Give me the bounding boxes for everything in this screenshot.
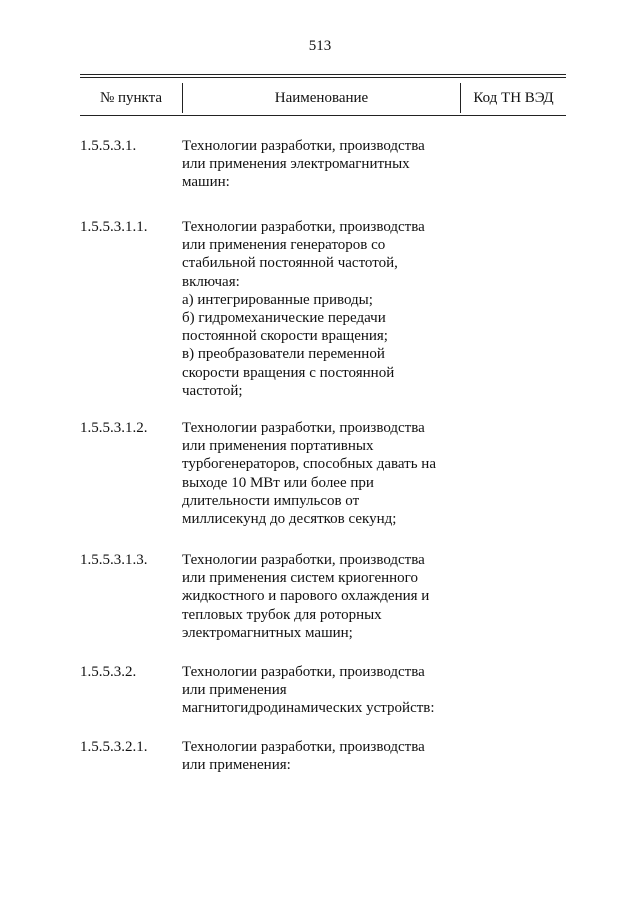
header-code: Код ТН ВЭД <box>473 90 554 106</box>
row-number: 1.5.5.3.1.1. <box>80 219 148 235</box>
table-top-rule-2 <box>80 77 566 78</box>
row-name: Технологии разработки, производства или применения электромагнитных машин: <box>182 138 425 191</box>
header-number: № пункта <box>99 90 163 106</box>
table-row <box>80 419 566 551</box>
table-top-rule-1 <box>80 74 566 75</box>
header-name: Наименование <box>274 90 369 106</box>
row-name: Технологии разработки, производства или применения генераторов со стабильной постоянной частотой, включая: а) интегрированные приводы; б) гидромеханические передачи постоянной скорости вращения; в) преобразователи переменной скорости вращения с постоянной частотой; <box>182 219 425 399</box>
table-body <box>80 137 566 778</box>
row-number: 1.5.5.3.1. <box>80 138 137 154</box>
row-name: Технологии разработки, производства или применения систем криогенного жидкостного и парового охлаждения и тепловых трубок для роторных электромагнитных машин; <box>182 552 430 641</box>
row-name: Технологии разработки, производства или применения: <box>182 739 425 774</box>
table-header-bottom-rule <box>80 115 566 116</box>
table-row <box>80 137 566 218</box>
row-name: Технологии разработки, производства или применения портативных турбогенераторов, способных давать на выходе 10 МВт или более при длительности импульсов от миллисекунд до десятков секунд; <box>182 420 436 528</box>
table-row <box>80 663 566 738</box>
table-row <box>80 551 566 663</box>
table-row <box>80 218 566 419</box>
table-header <box>80 83 566 113</box>
row-number: 1.5.5.3.1.3. <box>80 552 148 568</box>
row-number: 1.5.5.3.2.1. <box>80 739 148 755</box>
row-name: Технологии разработки, производства или применения магнитогидродинамических устройств: <box>182 664 435 717</box>
row-number: 1.5.5.3.2. <box>80 664 137 680</box>
page-number: 513 <box>308 38 332 54</box>
row-number: 1.5.5.3.1.2. <box>80 420 148 436</box>
table-row <box>80 738 566 778</box>
